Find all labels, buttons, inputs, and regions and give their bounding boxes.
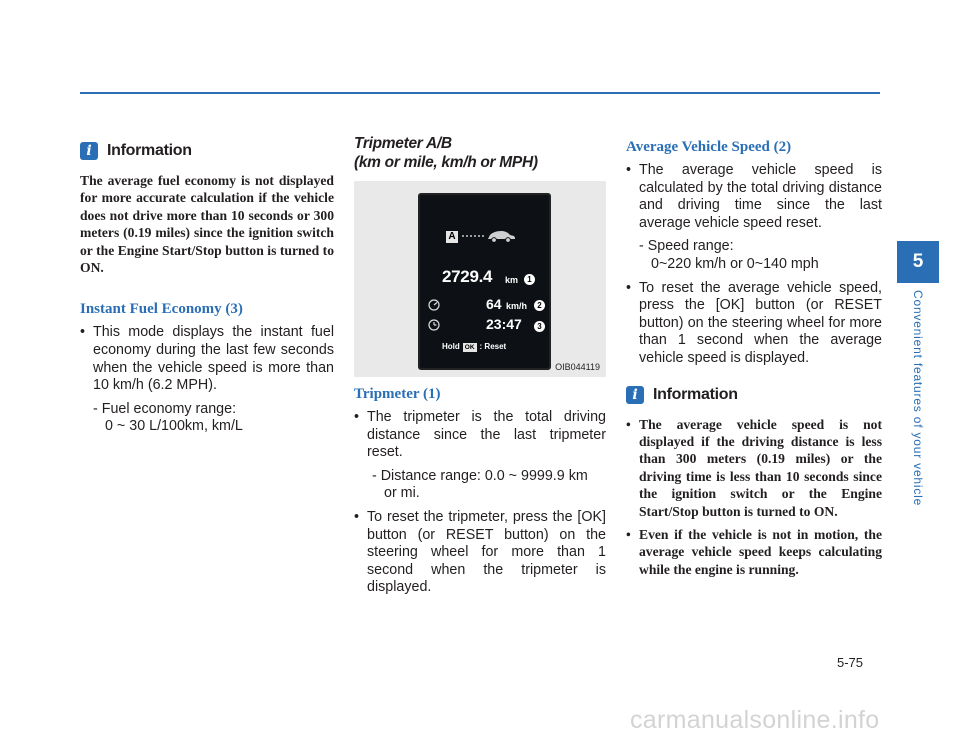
tripmeter-bullet-1: • The tripmeter is the total driving distance since the last tripmeter reset. — [354, 409, 606, 462]
speed-range-label: - Speed range: — [639, 238, 734, 255]
callout-3: 3 — [534, 321, 545, 332]
speed-range-value: 0~220 km/h or 0~140 mph — [651, 255, 819, 272]
reset-label: : Reset — [479, 342, 507, 351]
information-title-2: Information — [653, 385, 738, 403]
tripmeter-ab-heading-line1: Tripmeter A/B — [354, 135, 452, 152]
information-bullet-2: • Even if the vehicle is not in motion, the average vehicle speed keeps calculating while the engine is running. — [626, 526, 882, 578]
tripmeter-section — [354, 385, 606, 603]
average-speed-unit: km/h — [506, 301, 528, 311]
column-middle — [354, 134, 606, 172]
tripmeter-bullet-2: • To reset the tripmeter, press the [OK] button (or RESET button) on the steering wheel for more than 1 second when the tripmeter is displayed. — [354, 509, 606, 597]
information-text: The average fuel economy is not displayed for more accurate calculation if the vehicle does not drive more than 10 seconds or 300 meters (0.19 miles) since the ignition switch or the Engine Start/Stop button is turned to ON. — [80, 173, 334, 276]
info-icon: i — [626, 386, 644, 404]
information-title: Information — [107, 142, 192, 159]
odometer-value: 2729.4 — [442, 267, 493, 286]
distance-range-label: - Distance range: 0.0 ~ 9999.9 km — [372, 467, 588, 484]
callout-1: 1 — [524, 274, 535, 285]
header-rule — [80, 92, 880, 94]
fuel-economy-range-label: - Fuel economy range: — [93, 400, 237, 417]
dotted-line — [462, 235, 484, 237]
odometer-unit: km — [505, 275, 519, 285]
average-speed-heading: Average Vehicle Speed (2) — [626, 139, 792, 155]
chapter-title: Convenient features of your vehicle — [911, 290, 925, 507]
information-bullet-1: • The average vehicle speed is not displayed if the driving distance is less than 300 meters (0.19 miles) or the driving time is less than 10 seconds since the ignition switch or the Engine Start/Stop button is turned to ON. — [626, 416, 882, 520]
speed-range — [626, 238, 882, 273]
column-left — [80, 138, 334, 442]
distance-range — [354, 468, 606, 503]
trip-mode-badge: A — [446, 231, 458, 243]
fuel-economy-range-value: 0 ~ 30 L/100km, km/L — [105, 418, 243, 435]
watermark: carmanualsonline.info — [630, 706, 880, 734]
ok-button-glyph: OK — [464, 344, 475, 351]
information-header-2 — [626, 384, 882, 406]
tripmeter-ab-heading — [354, 134, 606, 172]
elapsed-time-value: 23:47 — [486, 316, 522, 332]
instant-fuel-economy-bullet: • This mode displays the instant fuel economy during the last few seconds when the vehicle speed is more than 10 km/h (6.2 MPH). — [80, 324, 334, 394]
tripmeter-ab-heading-line2: (km or mile, km/h or MPH) — [354, 154, 538, 171]
clock-icon — [428, 319, 440, 331]
instant-fuel-economy-heading: Instant Fuel Economy (3) — [80, 301, 243, 318]
average-speed-bullet-2: • To reset the average vehicle speed, press the [OK] button (or RESET button) on the steering wheel for more than 1 second when the average vehicle speed is displayed. — [626, 280, 882, 368]
info-icon: i — [80, 142, 98, 160]
hold-reset-hint — [442, 342, 506, 352]
column-right — [626, 138, 882, 584]
car-icon — [486, 229, 516, 243]
chapter-tab: 5 — [897, 241, 939, 283]
information-header — [80, 140, 334, 162]
gauge-icon — [428, 299, 440, 311]
page-number: 5-75 — [837, 655, 864, 670]
cluster-figure — [354, 181, 606, 377]
callout-2: 2 — [534, 300, 545, 311]
fuel-economy-range — [80, 401, 334, 436]
tripmeter-heading: Tripmeter (1) — [354, 386, 441, 402]
cluster-display — [418, 193, 551, 370]
average-speed-value: 64 — [486, 296, 502, 312]
hold-label: Hold — [442, 342, 460, 351]
figure-caption: OIB044119 — [555, 362, 600, 372]
distance-range-unit: or mi. — [384, 485, 420, 502]
average-speed-bullet-1: • The average vehicle speed is calculated by the total driving distance and driving time since the last average vehicle speed reset. — [626, 162, 882, 232]
